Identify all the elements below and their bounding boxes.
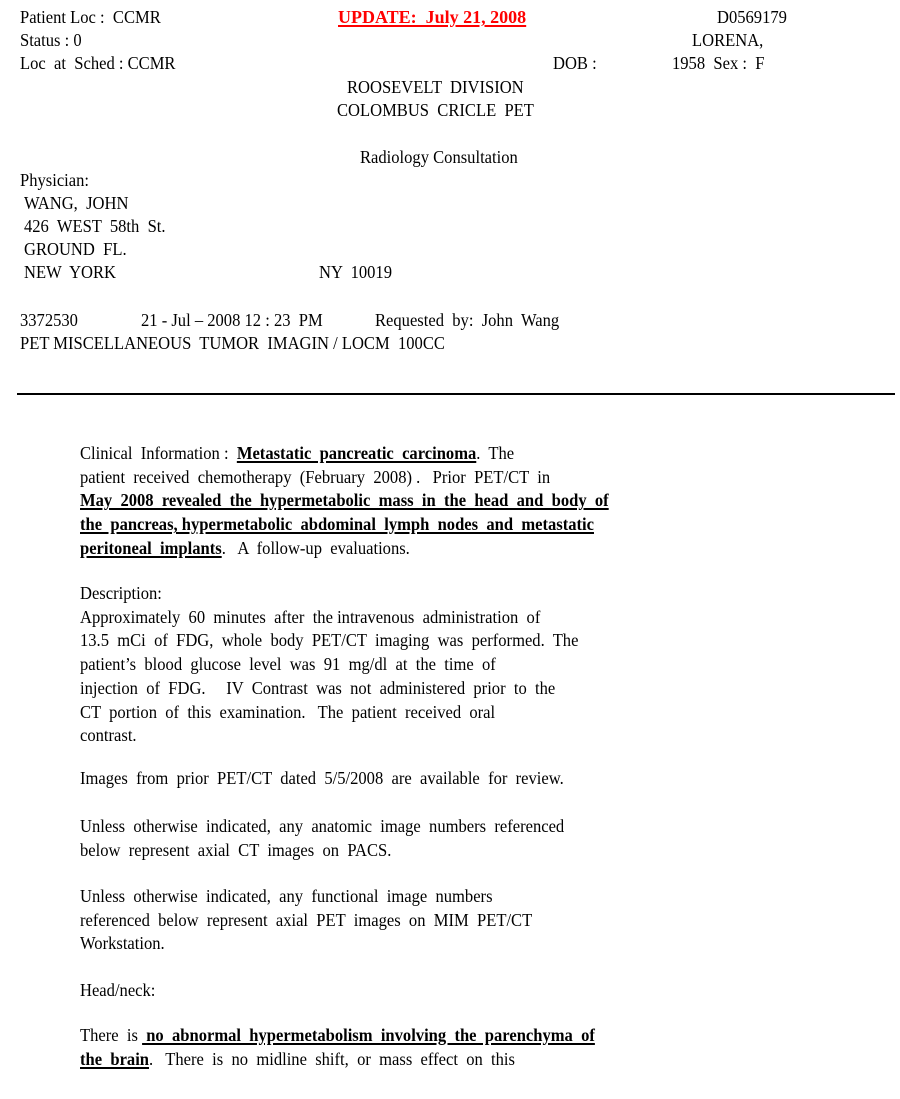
anatomic-note (80, 815, 740, 862)
brain-finding-line2: the brain (80, 1048, 150, 1069)
site-name: COLOMBUS CRICLE PET (337, 100, 534, 120)
procedure-name: PET MISCELLANEOUS TUMOR IMAGIN / LOCM 100CC (20, 333, 445, 353)
physician-state-zip: NY 10019 (319, 262, 392, 282)
report-type: Radiology Consultation (360, 147, 518, 167)
requested-by: Requested by: John Wang (375, 310, 560, 330)
description-line: CT portion of this examination. The patient received oral (80, 701, 496, 722)
physician-name: WANG, JOHN (24, 193, 129, 213)
clinical-label: Clinical Information : (80, 443, 237, 463)
prior-findings-line3: peritoneal implants (80, 537, 222, 558)
functional-note-line: referenced below represent axial PET images on MIM PET/CT (80, 909, 533, 930)
dob-label: DOB : (553, 53, 597, 73)
status: Status : 0 (20, 30, 82, 50)
description-line: 13.5 mCi of FDG, whole body PET/CT imaging was performed. The (80, 630, 579, 651)
division: ROOSEVELT DIVISION (347, 77, 524, 97)
dob-sex: 1958 Sex : F (672, 53, 765, 73)
patient-id: D0569179 (717, 7, 787, 27)
clinical-line2: patient received chemotherapy (February 2008) . Prior PET/CT in (80, 466, 551, 487)
functional-note-line: Unless otherwise indicated, any functional image numbers (80, 886, 493, 906)
description-line: injection of FDG. IV Contrast was not administered prior to the (80, 677, 556, 698)
prior-findings-line1: May 2008 revealed the hypermetabolic mass in the head and body of (80, 490, 609, 511)
location-at-schedule: Loc at Sched : CCMR (20, 53, 176, 73)
description-line: patient’s blood glucose level was 91 mg/dl at the time of (80, 654, 496, 675)
patient-location: Patient Loc : CCMR (20, 7, 161, 27)
clinical-text: . The (476, 443, 515, 463)
update-banner: UPDATE: July 21, 2008 (338, 7, 527, 27)
section-divider (17, 393, 895, 395)
prior-images-text: Images from prior PET/CT dated 5/5/2008 are available for review. (80, 768, 564, 788)
prior-findings-line2: the pancreas, hypermetabolic abdominal lymph nodes and metastatic (80, 514, 594, 535)
description-label: Description: (80, 583, 162, 603)
head-neck-findings (80, 1024, 740, 1071)
brain-finding-line1: no abnormal hypermetabolism involving the parenchyma of (142, 1025, 595, 1045)
accession-number: 3372530 (20, 310, 78, 330)
description-section (80, 582, 740, 748)
anatomic-note-line: Unless otherwise indicated, any anatomic image numbers referenced (80, 816, 565, 836)
clinical-tail: . A follow-up evaluations. (221, 537, 410, 558)
head-neck-label-block (80, 979, 740, 1003)
head-neck-label: Head/neck: (80, 980, 156, 1000)
patient-name: LORENA, (692, 30, 764, 50)
physician-address-line1: 426 WEST 58th St. (24, 216, 166, 236)
order-datetime: 21 - Jul – 2008 12 : 23 PM (141, 310, 323, 330)
physician-city: NEW YORK (24, 262, 116, 282)
head-neck-post: . There is no midline shift, or mass effect on this (149, 1048, 515, 1069)
physician-address-line2: GROUND FL. (24, 239, 127, 259)
anatomic-note-line: below represent axial CT images on PACS. (80, 839, 392, 860)
physician-label: Physician: (20, 170, 89, 190)
prior-images-note (80, 767, 740, 791)
description-line: contrast. (80, 725, 137, 746)
diagnosis: Metastatic pancreatic carcinoma (236, 443, 477, 463)
functional-note (80, 885, 740, 956)
clinical-information (80, 442, 740, 561)
head-neck-pre: There is (80, 1025, 143, 1045)
functional-note-line: Workstation. (80, 933, 165, 954)
description-line: Approximately 60 minutes after the intravenous administration of (80, 606, 541, 627)
